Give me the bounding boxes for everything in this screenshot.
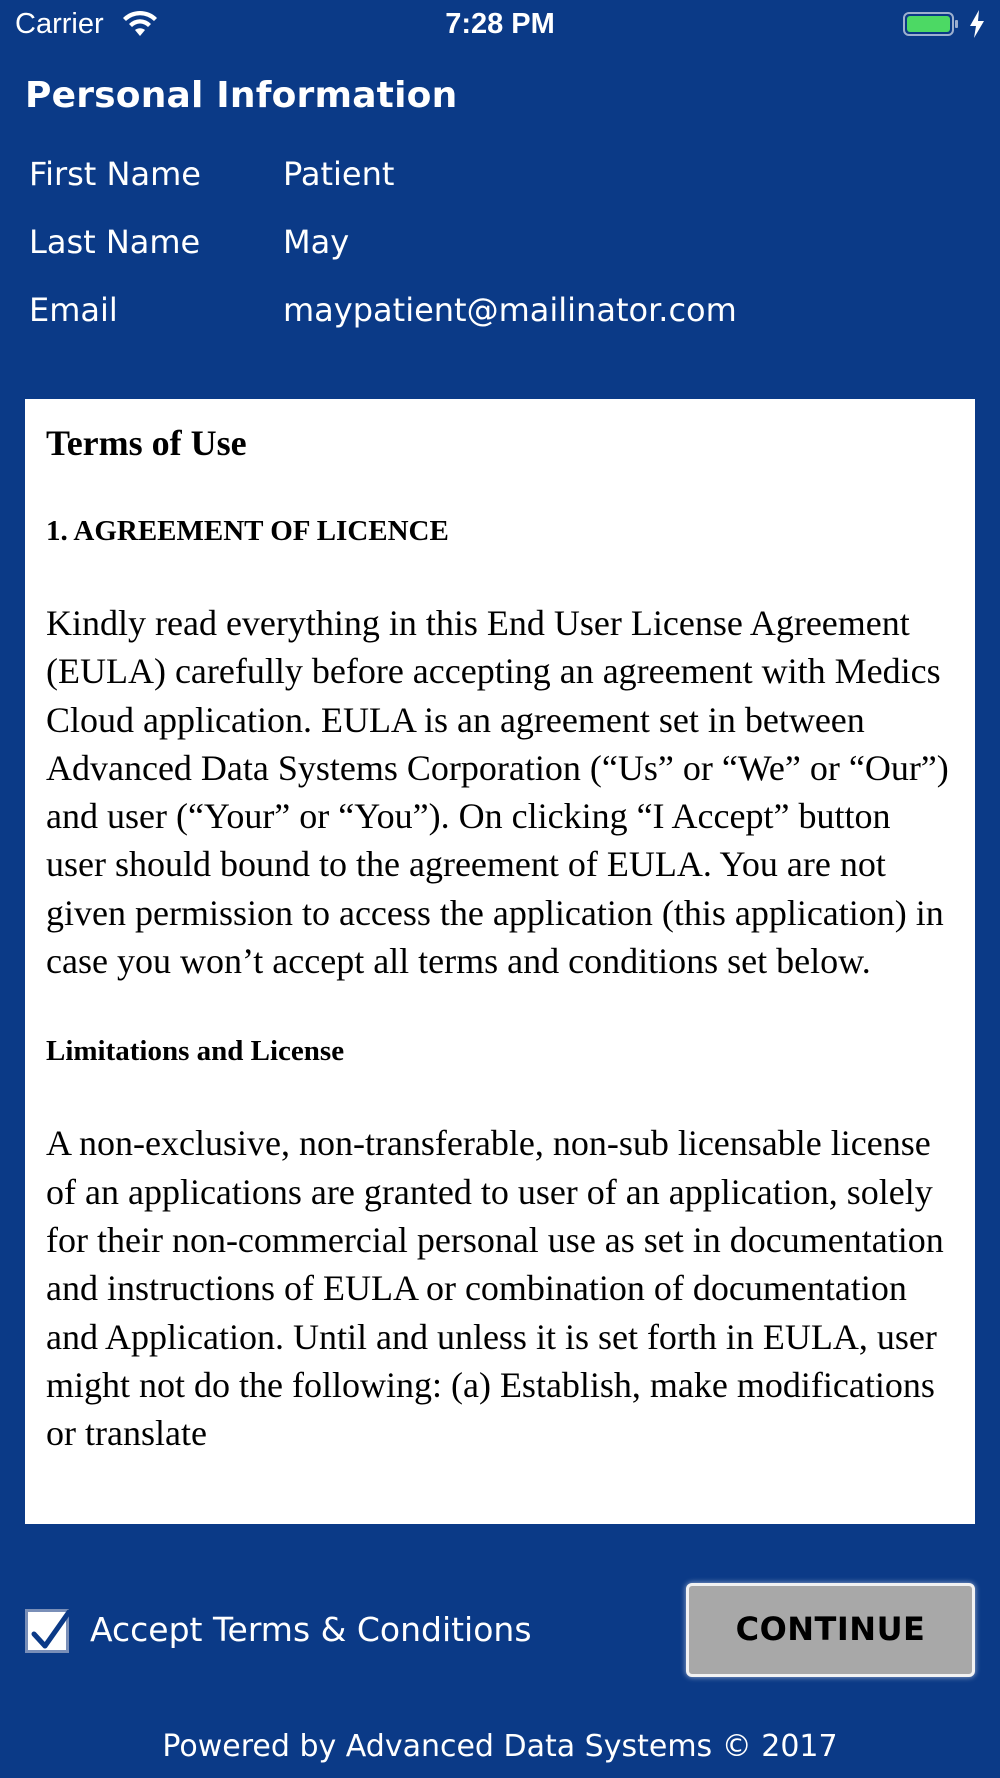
agreement-text: Kindly read everything in this End User License Agreement (EULA) carefully before accepting an agreement with Medics Cloud application. EULA is an agreement set in between Advanced Data Systems Corporation (“Us” or “We” or “Our”) and user (“Your” or “You”). On clicking “I Accept” button user should bound to the agreement of EULA. You are not given permission to access the application (this application) in case you won’t accept all terms and conditions set below. (46, 603, 949, 982)
limitations-heading: Limitations and License (46, 1035, 345, 1068)
checkmark-icon (29, 1608, 73, 1654)
first-name-label: First Name (29, 155, 201, 193)
agreement-heading: 1. AGREEMENT OF LICENCE (46, 515, 449, 547)
terms-scroll-view[interactable] (25, 399, 975, 1524)
battery-icon (903, 12, 959, 36)
clock: 7:28 PM (445, 8, 555, 40)
page-title: Personal Information (25, 75, 458, 116)
last-name-value: May (283, 223, 350, 261)
email-value: maypatient@mailinator.com (283, 291, 737, 329)
limitations-text: A non-exclusive, non-transferable, non-sub licensable license of an applications are granted to user of an application, solely for their non-commercial personal use as set in documentation and instructions of EULA or combination of documentation and Application. Until and unless it is set forth in EULA, user might not do the following: (a) Establish, make modifications or translate (46, 1123, 944, 1454)
accept-terms-checkbox[interactable] (25, 1609, 69, 1653)
terms-title: Terms of Use (46, 423, 247, 463)
email-label: Email (29, 291, 118, 329)
carrier-label: Carrier (15, 8, 104, 40)
continue-button[interactable]: CONTINUE (686, 1583, 975, 1677)
accept-terms-label[interactable]: Accept Terms & Conditions (90, 1610, 532, 1649)
charging-bolt-icon (969, 10, 985, 38)
last-name-label: Last Name (29, 223, 201, 261)
status-bar (0, 0, 1000, 52)
footer-credit: Powered by Advanced Data Systems © 2017 (162, 1729, 838, 1764)
first-name-value: Patient (283, 155, 395, 193)
